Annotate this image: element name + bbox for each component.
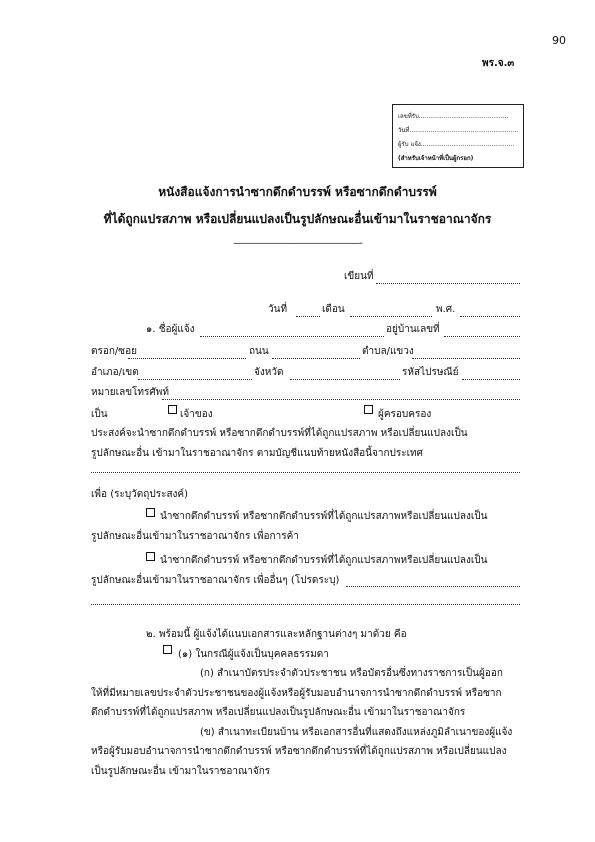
as-label: เป็น	[91, 409, 108, 420]
doc-b-line-1: (ข) สำเนาทะเบียนบ้าน หรือเอกสารอื่นที่แสดงถึงแหล่งภูมิลำเนาของผู้แจ้ง	[200, 727, 513, 738]
section-2-heading: ๒. พร้อมนี้ ผู้แจ้งได้แนบเอกสารและหลักฐานต่างๆ มาด้วย คือ	[146, 629, 407, 640]
purpose-other-field-2[interactable]	[91, 604, 520, 605]
receipt-number-field: เลขที่รับ...............................................	[398, 113, 509, 120]
purpose-other-line-1: นำซากดึกดำบรรพ์ หรือซากดึกดำบรรพ์ที่ได้ถูกแปรสภาพหรือเปลี่ยนแปลงเป็น	[160, 555, 488, 566]
owner-label: เจ้าของ	[180, 409, 213, 420]
country-field[interactable]	[91, 472, 520, 473]
alley-label: ตรอก/ซอย	[91, 346, 137, 357]
doc-b-line-2: หรือผู้รับมอบอำนาจการนำซากดึกดำบรรพ์ หรือซากดึกดำบรรพ์ที่ได้ถูกแปรสภาพ หรือเปลี่ยนแปลง	[91, 746, 507, 757]
road-field[interactable]	[272, 358, 360, 359]
doc-b-line-3: เป็นรูปลักษณะอื่น เข้ามาในราชอาณาจักร	[91, 766, 271, 777]
title-rule: ——————————————-	[233, 238, 362, 249]
postcode-field[interactable]	[462, 379, 520, 380]
possessor-checkbox[interactable]	[364, 405, 373, 414]
alley-field[interactable]	[128, 358, 246, 359]
form-code: พร.จ.๓	[482, 58, 515, 69]
purpose-trade-line-1: นำซากดึกดำบรรพ์ หรือซากดึกดำบรรพ์ที่ได้ถูกแปรสภาพหรือเปลี่ยนแปลงเป็น	[160, 511, 488, 522]
applicant-name-field[interactable]	[200, 336, 384, 337]
subdistrict-field[interactable]	[412, 358, 520, 359]
purpose-label: เพื่อ (ระบุวัตถุประสงค์)	[91, 489, 189, 500]
receipt-date-field: วันที่.........................................................	[398, 127, 519, 134]
individual-checkbox[interactable]	[163, 645, 172, 654]
individual-case-label: (๑) ในกรณีผู้แจ้งเป็นบุคคลธรรมดา	[178, 649, 329, 660]
intent-line-1: ประสงค์จะนำซากดึกดำบรรพ์ หรือซากดึกดำบรรพ์ที่ได้ถูกแปรสภาพ หรือเปลี่ยนแปลงเป็น	[91, 428, 468, 439]
intent-line-2: รูปลักษณะอื่น เข้ามาในราชอาณาจักร ตามบัญชีแนบท้ายหนังสือนี้จากประเทศ	[91, 448, 423, 459]
purpose-trade-checkbox[interactable]	[146, 508, 155, 517]
doc-a-line-2: ให้ที่มีหมายเลขประจำตัวประชาชนของผู้แจ้งหรือผู้รับมอบอำนาจการนำซากดึกดำบรรพ์ หรือซาก	[91, 688, 502, 699]
phone-label: หมายเลขโทรศัพท์	[91, 387, 169, 398]
doc-a-line-1: (ก) สำเนาบัตรประจำตัวประชาชน หรือบัตรอื่นซึ่งทางราชการเป็นผู้ออก	[200, 668, 503, 679]
purpose-other-line-2: รูปลักษณะอื่นเข้ามาในราชอาณาจักร เพื่ออื่นๆ (โปรดระบุ)	[91, 575, 340, 586]
title-line-2: ที่ได้ถูกแปรสภาพ หรือเปลี่ยนแปลงเป็นรูปลักษณะอื่นเข้ามาในราชอาณาจักร	[103, 212, 492, 226]
purpose-other-checkbox[interactable]	[146, 552, 155, 561]
receiver-field: ผู้รับ แจ้ง.................................................	[398, 141, 515, 148]
doc-a-line-3: ดึกดำบรรพ์ที่ได้ถูกแปรสภาพ หรือเปลี่ยนแปลงเป็นรูปลักษณะอื่น เข้ามาในราชอาณาจักร	[91, 707, 466, 718]
district-label: อำเภอ/เขต	[91, 367, 139, 378]
province-field[interactable]	[290, 379, 400, 380]
applicant-name-label: ๑. ชื่อผู้แจ้ง	[146, 324, 195, 335]
year-field[interactable]	[460, 316, 520, 317]
purpose-other-field[interactable]	[346, 586, 520, 587]
owner-checkbox[interactable]	[168, 405, 177, 414]
month-field[interactable]	[350, 316, 432, 317]
postcode-label: รหัสไปรษณีย์	[402, 367, 459, 378]
month-label: เดือน	[322, 304, 345, 315]
written-at-field[interactable]	[376, 283, 520, 284]
province-label: จังหวัด	[254, 367, 284, 378]
day-label: วันที่	[268, 304, 288, 315]
day-field[interactable]	[296, 316, 320, 317]
office-note: (สำหรับเจ้าหน้าที่เป็นผู้กรอก)	[398, 155, 474, 162]
possessor-label: ผู้ครอบครอง	[378, 409, 432, 420]
year-label: พ.ศ.	[436, 304, 456, 315]
purpose-trade-line-2: รูปลักษณะอื่นเข้ามาในราชอาณาจักร เพื่อการค้า	[91, 531, 299, 542]
house-number-field[interactable]	[444, 336, 520, 337]
house-number-label: อยู่บ้านเลขที่	[386, 324, 440, 335]
subdistrict-label: ตำบล/แขวง	[362, 346, 414, 357]
office-use-box	[392, 104, 524, 168]
phone-field[interactable]	[162, 399, 520, 400]
road-label: ถนน	[249, 346, 269, 357]
title-line-1: หนังสือแจ้งการนำซากดึกดำบรรพ์ หรือซากดึกดำบรรพ์	[158, 185, 437, 199]
page-number: 90	[552, 34, 566, 47]
district-field[interactable]	[138, 379, 252, 380]
written-at-label: เขียนที่	[344, 271, 374, 282]
